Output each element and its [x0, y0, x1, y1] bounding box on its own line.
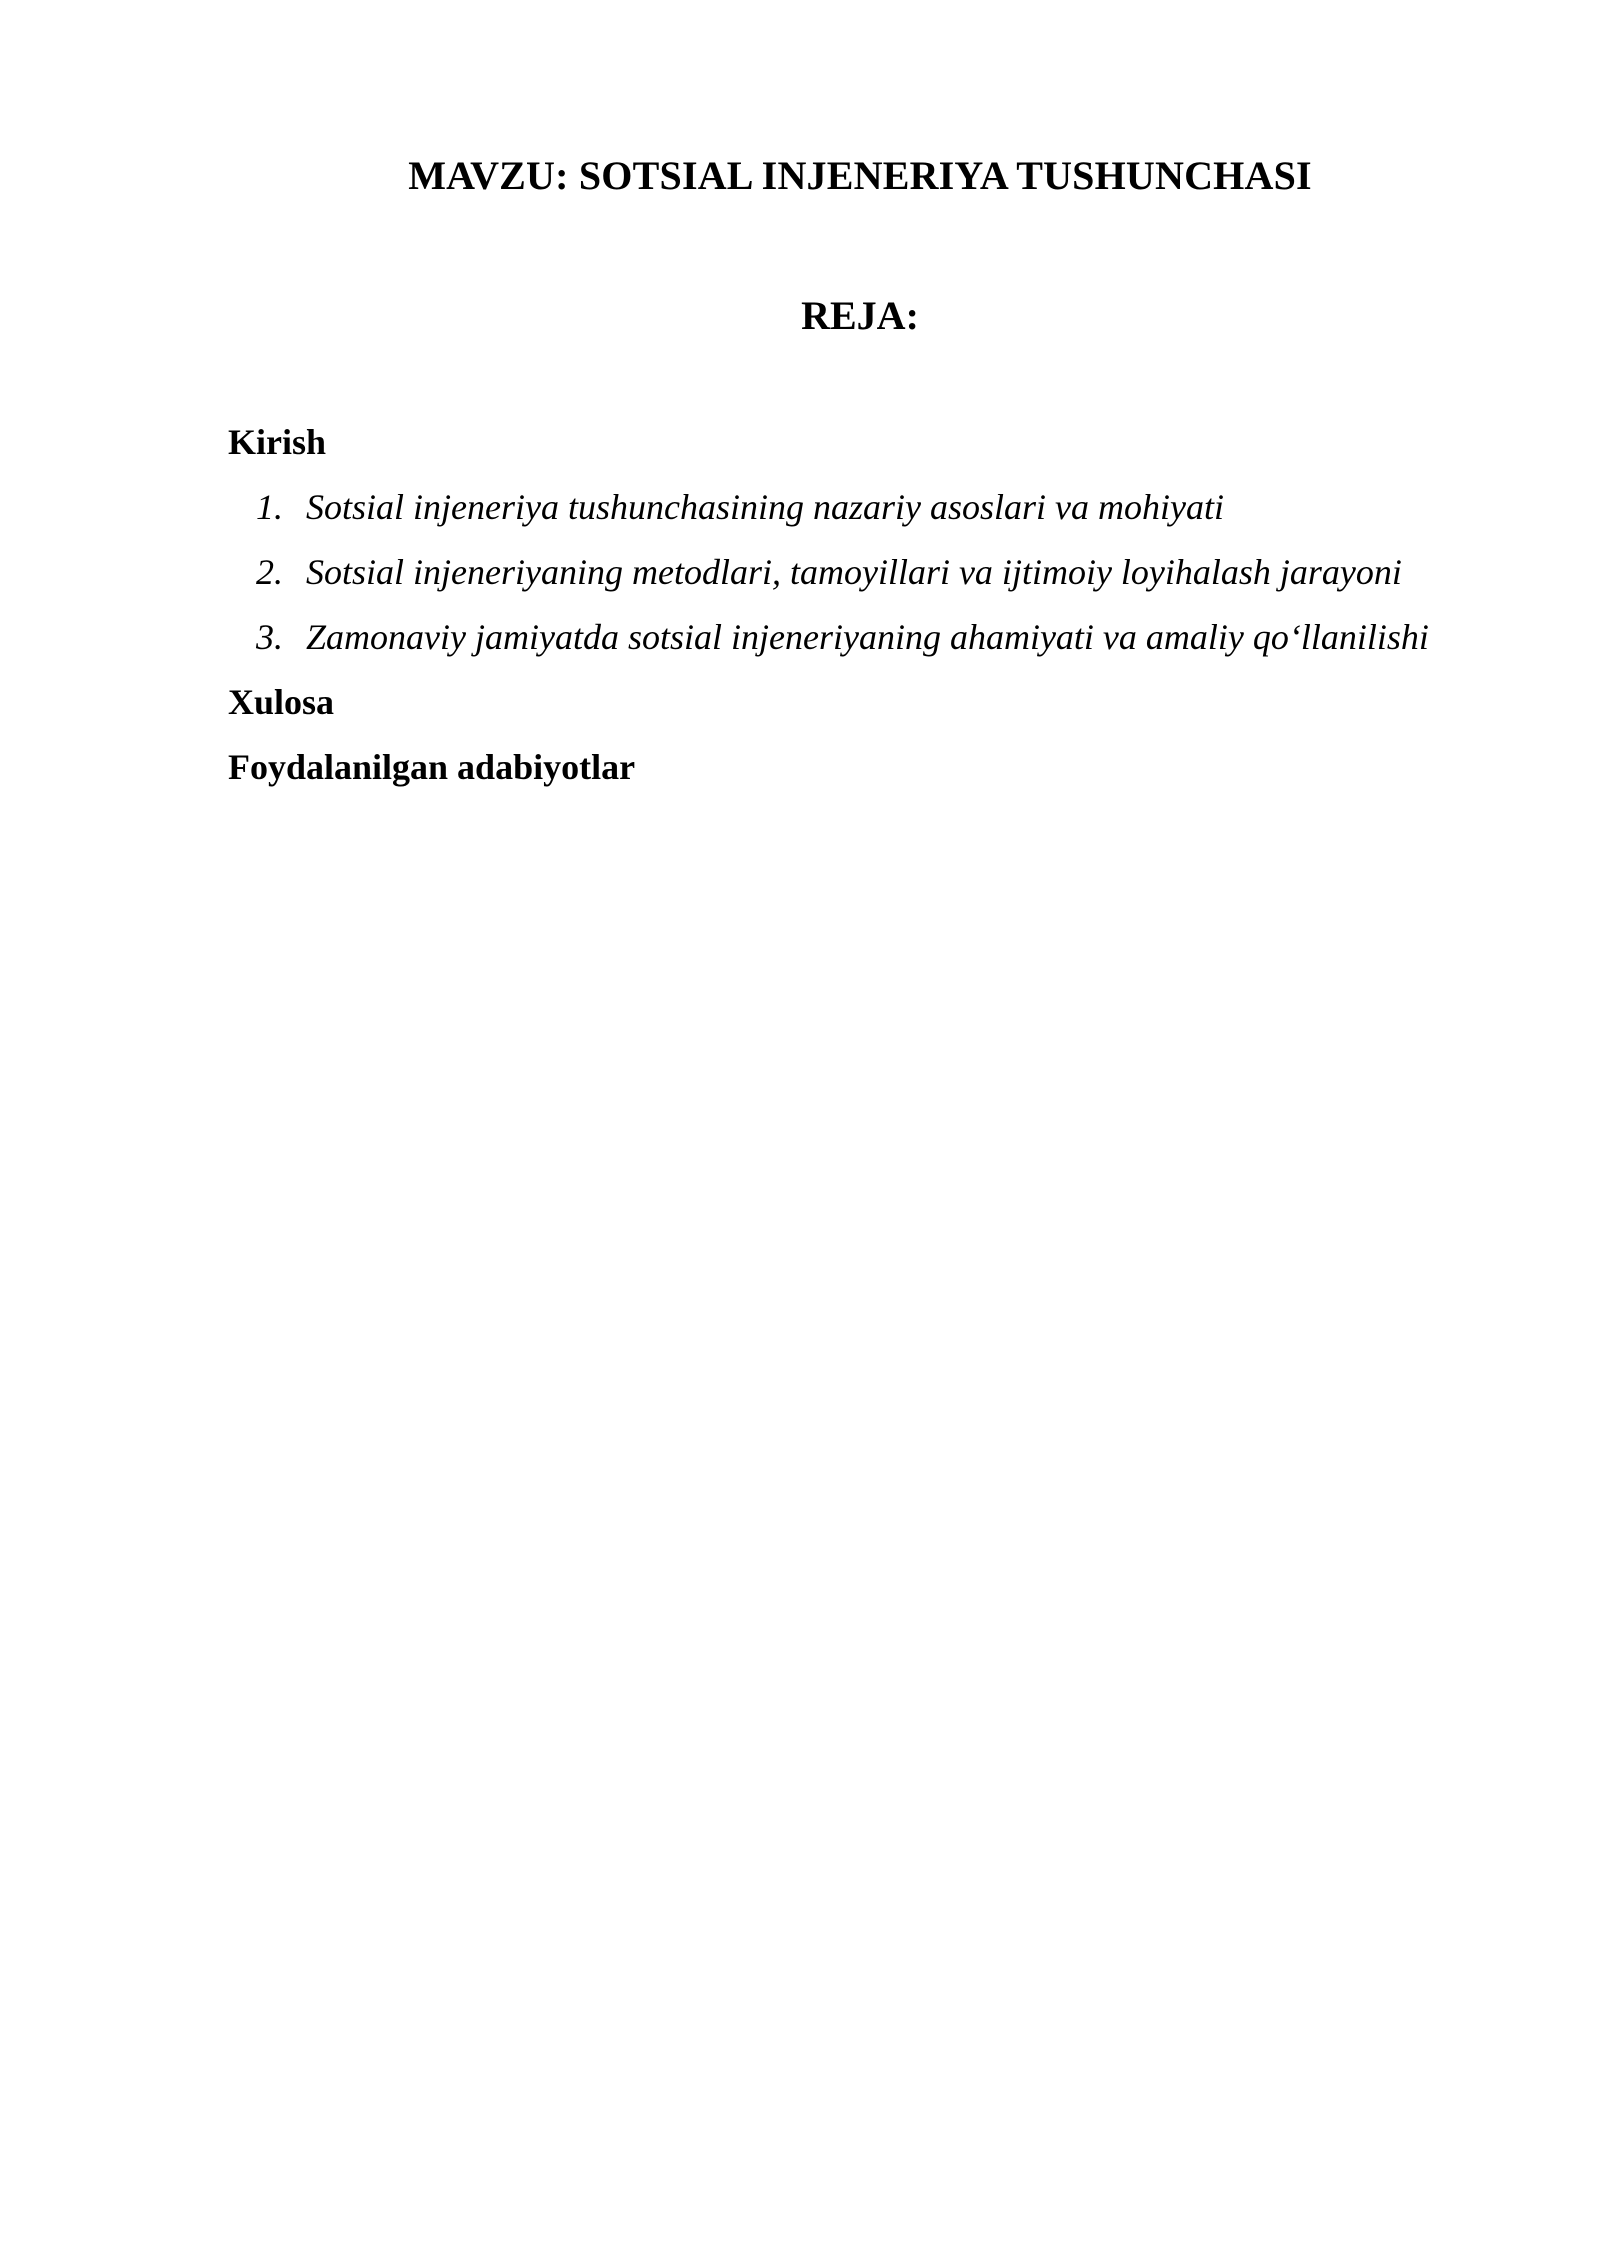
- topic-title: MAVZU: SOTSIAL INJENERIYA TUSHUNCHASI: [408, 153, 1312, 198]
- plan-item: [228, 550, 1528, 594]
- plan-item-text: Sotsial injeneriyaning metodlari, tamoyillari va ijtimoiy loyihalash jarayoni: [306, 552, 1402, 592]
- plan-item: [228, 615, 1528, 659]
- conclusion-label: Xulosa: [228, 682, 335, 722]
- introduction-label: Kirish: [228, 422, 327, 462]
- references-label: Foydalanilgan adabiyotlar: [228, 747, 636, 787]
- plan-list: [228, 485, 1528, 659]
- plan-item-text: Sotsial injeneriya tushunchasining nazariy asoslari va mohiyati: [306, 487, 1224, 527]
- plan-outline: [228, 420, 1528, 810]
- plan-heading: REJA:: [801, 293, 919, 338]
- plan-item: [228, 485, 1528, 529]
- plan-item-number: 3.: [256, 617, 283, 657]
- plan-item-text: Zamonaviy jamiyatda sotsial injeneriyaning ahamiyati va amaliy qo‘llanilishi: [306, 617, 1429, 657]
- plan-item-number: 1.: [256, 487, 283, 527]
- plan-item-number: 2.: [256, 552, 283, 592]
